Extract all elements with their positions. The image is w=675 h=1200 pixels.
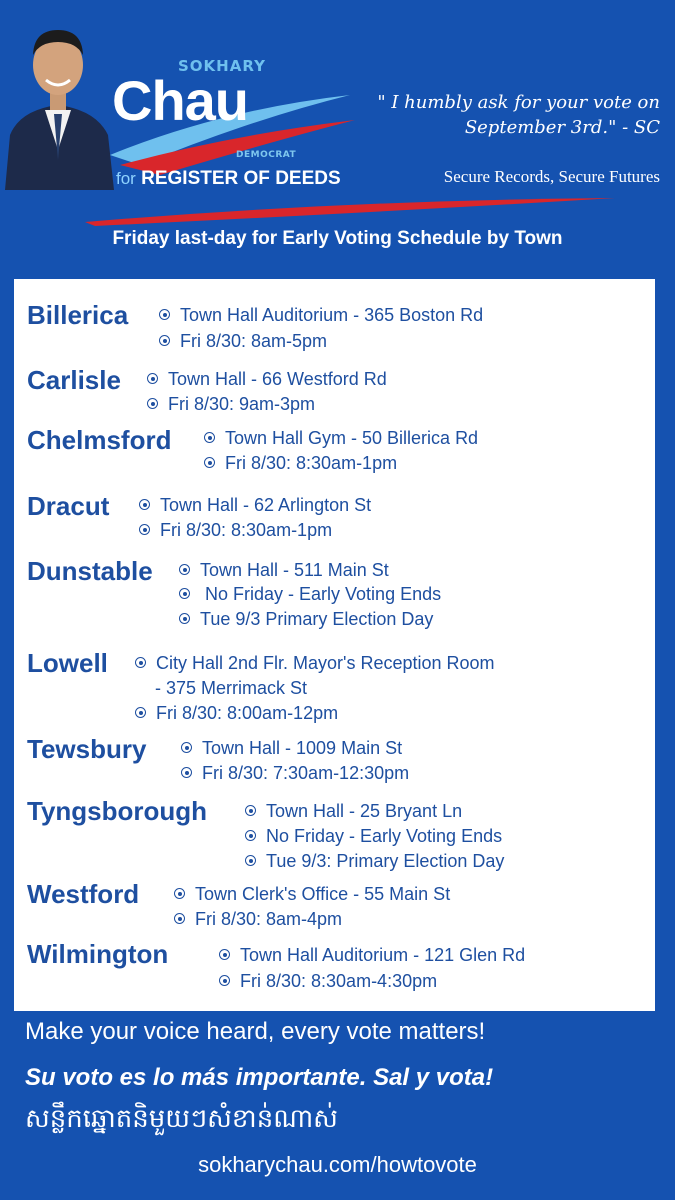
schedule-line: Fri 8/30: 9am-3pm — [147, 394, 315, 415]
bullet-icon — [147, 398, 158, 409]
schedule-line: - 375 Merrimack St — [155, 678, 308, 698]
schedule-line: Town Hall - 511 Main St — [179, 560, 389, 581]
schedule-line: Town Hall - 66 Westford Rd — [147, 369, 387, 390]
town-name: Lowell — [27, 648, 108, 678]
schedule-panel — [14, 279, 655, 1011]
campaign-slogan: Secure Records, Secure Futures — [443, 167, 660, 186]
bullet-icon — [245, 805, 256, 816]
bullet-icon — [204, 457, 215, 468]
footer-khmer: សន្លឹកឆ្នោតនិមួយៗសំខាន់ណាស់ — [25, 1104, 338, 1134]
bullet-icon — [159, 335, 170, 346]
town-name: Westford — [27, 879, 140, 909]
town-name: Billerica — [27, 300, 129, 330]
bullet-icon — [204, 432, 215, 443]
town-name: Dracut — [27, 491, 110, 521]
office-line — [116, 168, 341, 190]
candidate-first-name: SOKHARY — [178, 57, 266, 75]
schedule-line: Town Hall Gym - 50 Billerica Rd — [204, 428, 478, 449]
campaign-header — [0, 0, 675, 230]
town-name: Dunstable — [27, 556, 153, 586]
schedule-line: No Friday - Early Voting Ends — [245, 826, 502, 847]
schedule-line: Town Clerk's Office - 55 Main St — [174, 884, 450, 905]
bullet-icon — [179, 613, 190, 624]
red-underline-swoosh — [85, 192, 615, 228]
schedule-line: City Hall 2nd Flr. Mayor's Reception Room — [135, 653, 495, 674]
bullet-icon — [181, 742, 192, 753]
schedule-line: Fri 8/30: 8:30am-4:30pm — [219, 971, 437, 992]
town-name: Chelmsford — [27, 425, 172, 455]
schedule-line: Tue 9/3: Primary Election Day — [245, 851, 504, 872]
schedule-line: Fri 8/30: 8am-4pm — [174, 909, 342, 930]
bullet-icon — [159, 309, 170, 320]
bullet-icon — [139, 524, 150, 535]
schedule-line: Town Hall Auditorium - 365 Boston Rd — [159, 305, 483, 326]
bullet-icon — [219, 975, 230, 986]
website-link[interactable]: sokharychau.com/howtovote — [198, 1152, 477, 1177]
party-label: DEMOCRAT — [236, 150, 297, 160]
town-name: Tewsbury — [27, 734, 147, 764]
bullet-icon — [245, 830, 256, 841]
schedule-line: Fri 8/30: 8:30am-1pm — [204, 453, 397, 474]
bullet-icon — [139, 499, 150, 510]
schedule-line: Fri 8/30: 8:00am-12pm — [135, 703, 338, 724]
bullet-icon — [181, 767, 192, 778]
schedule-line: Town Hall - 25 Bryant Ln — [245, 801, 462, 822]
bullet-icon — [174, 888, 185, 899]
bullet-icon — [179, 564, 190, 575]
town-name: Tyngsborough — [27, 796, 208, 826]
footer-spanish: Su voto es lo más importante. Sal y vota! — [25, 1064, 494, 1091]
schedule-line: Fri 8/30: 8:30am-1pm — [139, 520, 332, 541]
schedule-line: Tue 9/3 Primary Election Day — [179, 609, 433, 630]
bullet-icon — [245, 855, 256, 866]
schedule-line: Fri 8/30: 8am-5pm — [159, 331, 327, 352]
town-name: Wilmington — [27, 939, 169, 969]
schedule-line: Town Hall - 62 Arlington St — [139, 495, 371, 516]
town-name: Carlisle — [27, 365, 121, 395]
schedule-line: Fri 8/30: 7:30am-12:30pm — [181, 763, 409, 784]
candidate-quote: " I humbly ask for your vote on September 3rd." - SC — [377, 92, 660, 138]
bullet-icon — [174, 913, 185, 924]
candidate-last-name: Chau — [112, 69, 248, 132]
bullet-icon — [219, 949, 230, 960]
bullet-icon — [135, 657, 146, 668]
footer-english: Make your voice heard, every vote matters! — [25, 1018, 486, 1045]
schedule-title: Friday last-day for Early Voting Schedule by Town — [112, 228, 563, 249]
schedule-line: Town Hall - 1009 Main St — [181, 738, 402, 759]
schedule-line: Town Hall Auditorium - 121 Glen Rd — [219, 945, 525, 966]
bullet-icon — [147, 373, 158, 384]
office-prefix: for — [116, 169, 136, 188]
bullet-icon — [135, 707, 146, 718]
office-name: REGISTER OF DEEDS — [141, 168, 341, 189]
bullet-icon — [179, 588, 190, 599]
schedule-line: No Friday - Early Voting Ends — [179, 584, 441, 605]
